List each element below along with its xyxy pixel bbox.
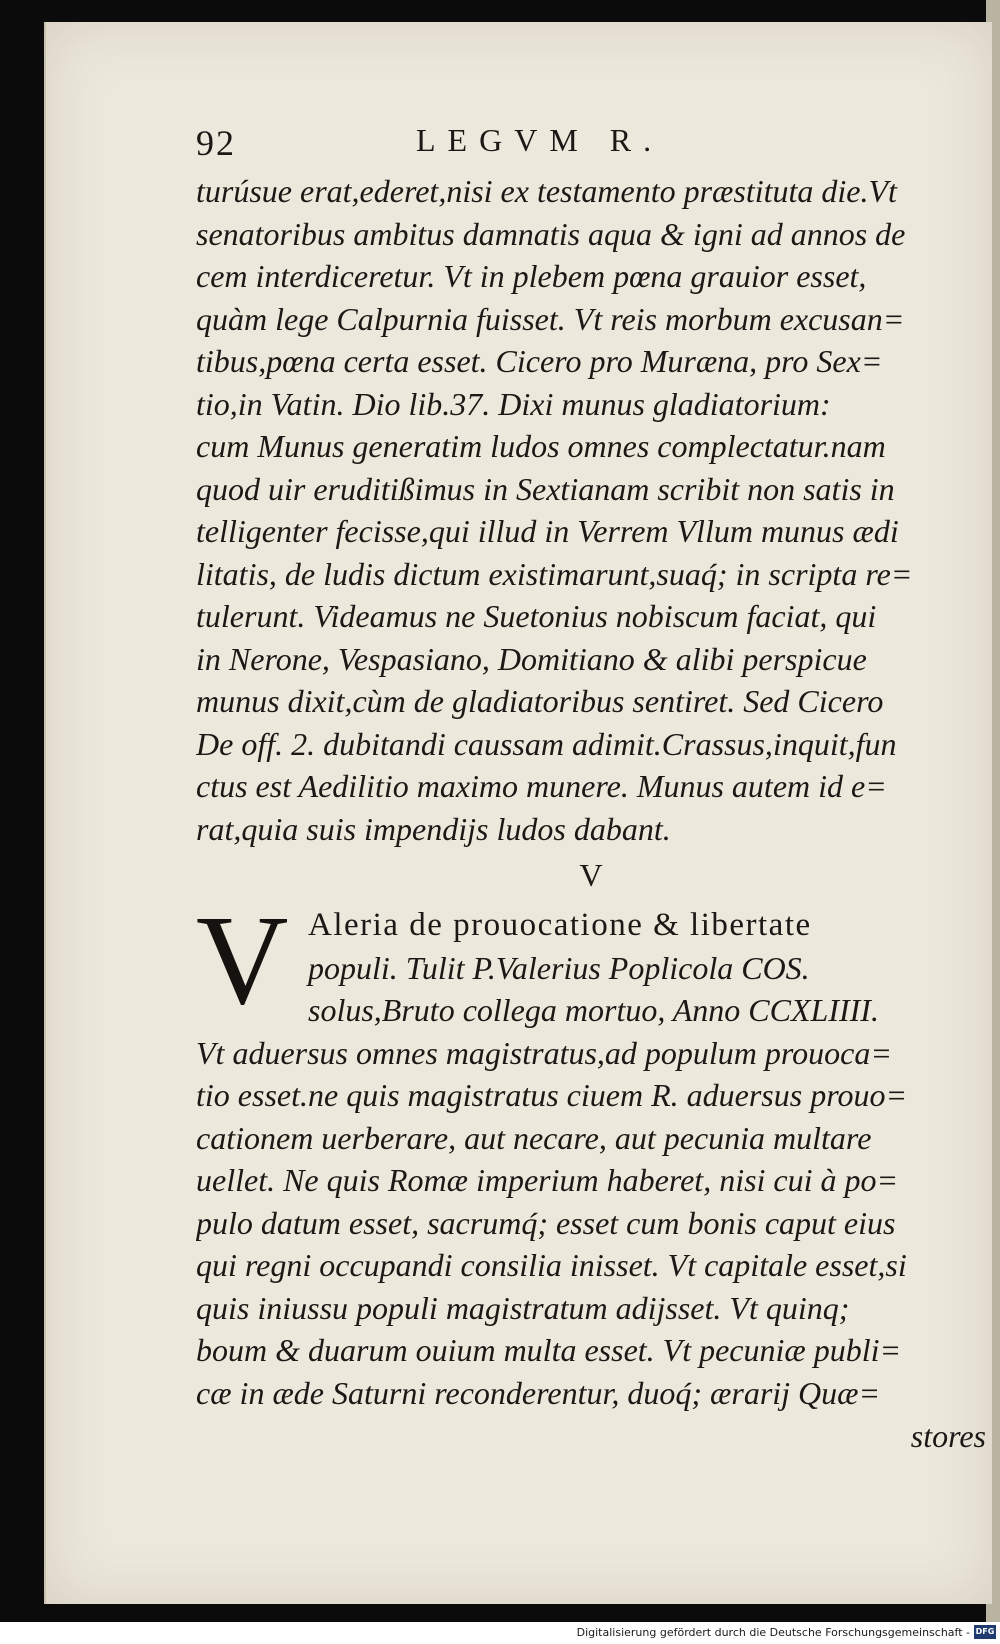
body-text	[196, 170, 986, 850]
book-page	[44, 22, 992, 1604]
text-line: senatoribus ambitus damnatis aqua & igni ad annos de	[196, 215, 906, 252]
footer-bar	[0, 1622, 1000, 1644]
text-line: litatis, de ludis dictum existimarunt,suaq́; in scripta re=	[196, 555, 913, 592]
dfg-logo: DFG	[974, 1625, 996, 1639]
text-line: tio esset.ne quis magistratus ciuem R. aduersus prouo=	[196, 1077, 908, 1113]
text-line: solus,Bruto collega mortuo, Anno CCXLIIII.	[308, 992, 879, 1028]
text-line: tibus,pœna certa esset. Cicero pro Muræna, pro Sex=	[196, 343, 883, 379]
catchword: stores	[910, 1418, 986, 1454]
text-line: ctus est Aedilitio maximo munere. Munus autem id e=	[196, 768, 887, 804]
page-number: 92	[196, 123, 236, 163]
text-line: uellet. Ne quis Romæ imperium haberet, nisi cui à po=	[196, 1162, 899, 1198]
running-title: LEGVM R.	[416, 122, 664, 158]
text-line: boum & duarum ouium multa esset. Vt pecuniæ publi=	[196, 1332, 902, 1368]
text-line: pulo datum esset, sacrumq́; esset cum bonis caput eius	[196, 1204, 896, 1241]
text-line: munus dixit,cùm de gladiatoribus sentiret. Sed Cicero	[196, 683, 884, 719]
text-line: De off. 2. dubitandi caussam adimit.Crassus,inquit,fun	[196, 725, 897, 762]
text-line: cem interdiceretur. Vt in plebem pœna grauior esset,	[196, 258, 867, 294]
text-line: telligenter fecisse,qui illud in Verrem Vllum munus ædi	[196, 513, 899, 549]
text-line: Vt aduersus omnes magistratus,ad populum prouoca=	[196, 1034, 892, 1071]
text-line: quod uir eruditißimus in Sextianam scribit non satis in	[196, 470, 895, 507]
text-line: rat,quia suis impendijs ludos dabant.	[196, 810, 671, 847]
section-heading: V	[579, 857, 603, 893]
text-line: tulerunt. Videamus ne Suetonius nobiscum faciat, qui	[196, 598, 877, 634]
text-line: cationem uerberare, aut necare, aut pecunia multare	[196, 1119, 872, 1156]
text-line: cum Munus generatim ludos omnes complectatur.nam	[196, 428, 886, 464]
funding-credit: Digitalisierung gefördert durch die Deutsche Forschungsgemeinschaft -	[576, 1626, 970, 1639]
section-text	[196, 889, 986, 1414]
text-line: cæ in æde Saturni reconderentur, duoq́; ærarij Quæ=	[196, 1374, 881, 1411]
text-line: quàm lege Calpurnia fuisset. Vt reis morbum excusan=	[196, 300, 905, 337]
text-line: in Nerone, Vespasiano, Domitiano & alibi perspicue	[196, 640, 867, 677]
running-head	[196, 118, 986, 170]
text-line: turúsue erat,ederet,nisi ex testamento præstituta die.Vt	[196, 173, 897, 209]
text-line: Aleria de prouocatione & libertate	[308, 907, 812, 943]
text-line: tio,in Vatin. Dio lib.37. Dixi munus gladiatorium:	[196, 385, 831, 422]
text-line: qui regni occupandi consilia inisset. Vt capitale esset,si	[196, 1247, 907, 1283]
text-line: populi. Tulit P.Valerius Poplicola COS.	[308, 949, 810, 986]
page-content	[196, 118, 986, 1458]
drop-cap: V	[196, 889, 289, 1031]
text-line: quis iniussu populi magistratum adijsset. Vt quinq;	[196, 1289, 850, 1326]
